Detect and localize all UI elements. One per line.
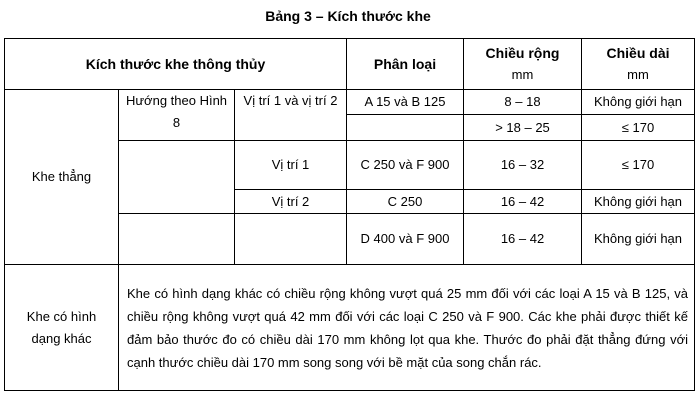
direction-label: Hướng theo Hình 8 — [119, 90, 235, 141]
header-classification: Phân loại — [347, 39, 464, 90]
header-slot-size: Kích thước khe thông thủy — [5, 39, 347, 90]
table-title: Bảng 3 – Kích thước khe — [265, 8, 431, 24]
header-length — [582, 39, 695, 90]
class-cell — [347, 115, 464, 141]
straight-slot-label: Khe thẳng — [5, 90, 119, 265]
header-length-label: Chiều dài — [606, 45, 670, 61]
position-1-2-label: Vị trí 1 và vị trí 2 — [235, 90, 347, 141]
length-cell: Không giới hạn — [582, 190, 695, 214]
length-cell: ≤ 170 — [582, 141, 695, 190]
table-row — [5, 265, 695, 391]
header-width-unit: mm — [511, 67, 534, 82]
length-cell: Không giới hạn — [582, 214, 695, 265]
header-width — [464, 39, 582, 90]
table-row — [5, 90, 695, 115]
width-cell: 8 – 18 — [464, 90, 582, 115]
width-cell: > 18 – 25 — [464, 115, 582, 141]
other-shape-label: Khe có hình dạng khác — [5, 265, 119, 391]
class-cell: A 15 và B 125 — [347, 90, 464, 115]
header-width-label: Chiều rộng — [485, 45, 560, 61]
other-shape-description: Khe có hình dạng khác có chiều rộng không vượt quá 25 mm đối với các loại A 15 và B 125, và chiều rộng không vượt quá 42 mm đối với các loại C 250 và F 900. Các khe phải được thiết kế đảm bảo thước đo có chiều dài 170 mm không lọt qua khe. Thước đo phải đặt thẳng đứng với cạnh thước chiều dài 170 mm song song với bề mặt của song chắn rác. — [119, 265, 695, 391]
width-cell: 16 – 42 — [464, 190, 582, 214]
empty-cell — [235, 214, 347, 265]
class-cell: C 250 và F 900 — [347, 141, 464, 190]
position-2-label: Vị trí 2 — [235, 190, 347, 214]
width-cell: 16 – 42 — [464, 214, 582, 265]
class-cell: D 400 và F 900 — [347, 214, 464, 265]
empty-cell — [119, 141, 235, 214]
header-row — [5, 39, 695, 90]
length-cell: Không giới hạn — [582, 90, 695, 115]
class-cell: C 250 — [347, 190, 464, 214]
position-1-label: Vị trí 1 — [235, 141, 347, 190]
header-length-unit: mm — [627, 67, 649, 82]
empty-cell — [119, 214, 235, 265]
length-cell: ≤ 170 — [582, 115, 695, 141]
width-cell: 16 – 32 — [464, 141, 582, 190]
slot-size-table — [4, 38, 695, 391]
